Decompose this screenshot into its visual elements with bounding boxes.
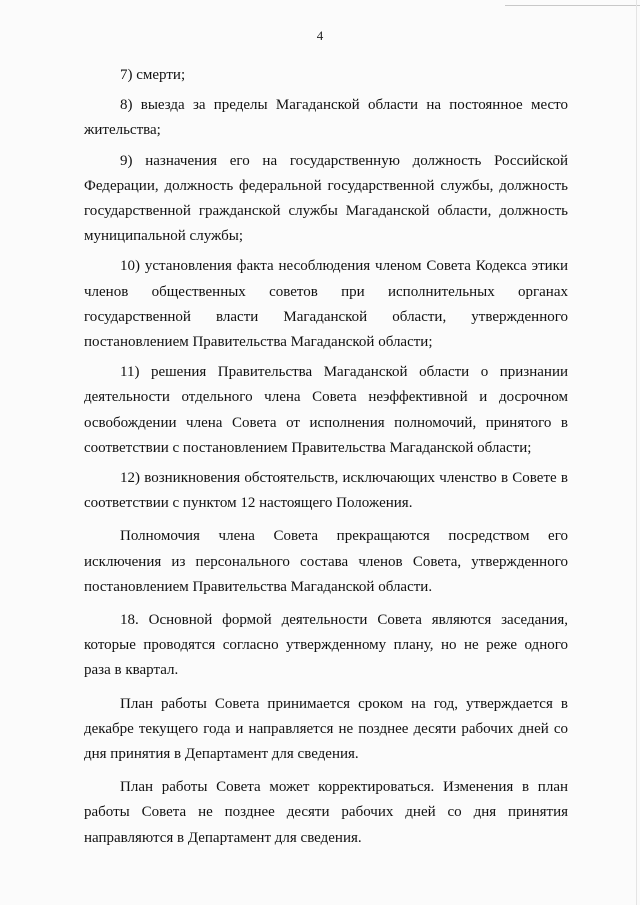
paragraph-item-11: 11) решения Правительства Магаданской области о признании деятельности отдельного члена Совета неэффективной и досрочном освобождении члена Совета от исполнения полномочий, принятого в соответствии с постановлением Правительства Магаданской области;	[84, 364, 568, 456]
paragraph-work-plan-changes: План работы Совета может корректироваться. Изменения в план работы Совета не позднее десяти рабочих дней со дня принятия направляются в Департамент для сведения.	[84, 779, 568, 846]
paragraph-item-12: 12) возникновения обстоятельств, исключающих членство в Совете в соответствии с пунктом 12 настоящего Положения.	[84, 470, 568, 512]
page-number: 4	[316, 28, 324, 43]
paragraph-work-plan: План работы Совета принимается сроком на год, утверждается в декабре текущего года и направляется не позднее десяти рабочих дней со дня принятия в Департамент для сведения.	[84, 695, 568, 763]
scan-edge-top	[505, 0, 640, 6]
scan-edge-right	[636, 0, 637, 905]
paragraph-item-7: 7) смерти;	[120, 67, 186, 83]
paragraph-section-18: 18. Основной формой деятельности Совета являются заседания, которые проводятся согласно утвержденному плану, но не реже одного раза в квартал.	[84, 612, 568, 679]
paragraph-item-8: 8) выезда за пределы Магаданской области на постоянное место жительства;	[84, 97, 568, 139]
paragraph-item-9: 9) назначения его на государственную должность Российской Федерации, должность федеральной государственной службы, должность государственной гражданской службы Магаданской области, должность муниципальной службы;	[84, 152, 568, 245]
document-body	[84, 63, 568, 859]
paragraph-termination-powers: Полномочия члена Совета прекращаются посредством его исключения из персонального состава членов Совета, утвержденного постановлением Правительства Магаданской области.	[84, 528, 568, 595]
paragraph-item-10: 10) установления факта несоблюдения членом Совета Кодекса этики членов общественных советов при исполнительных органах государственной власти Магаданской области, утвержденного постановлением Правительства Магаданской области;	[84, 258, 568, 351]
